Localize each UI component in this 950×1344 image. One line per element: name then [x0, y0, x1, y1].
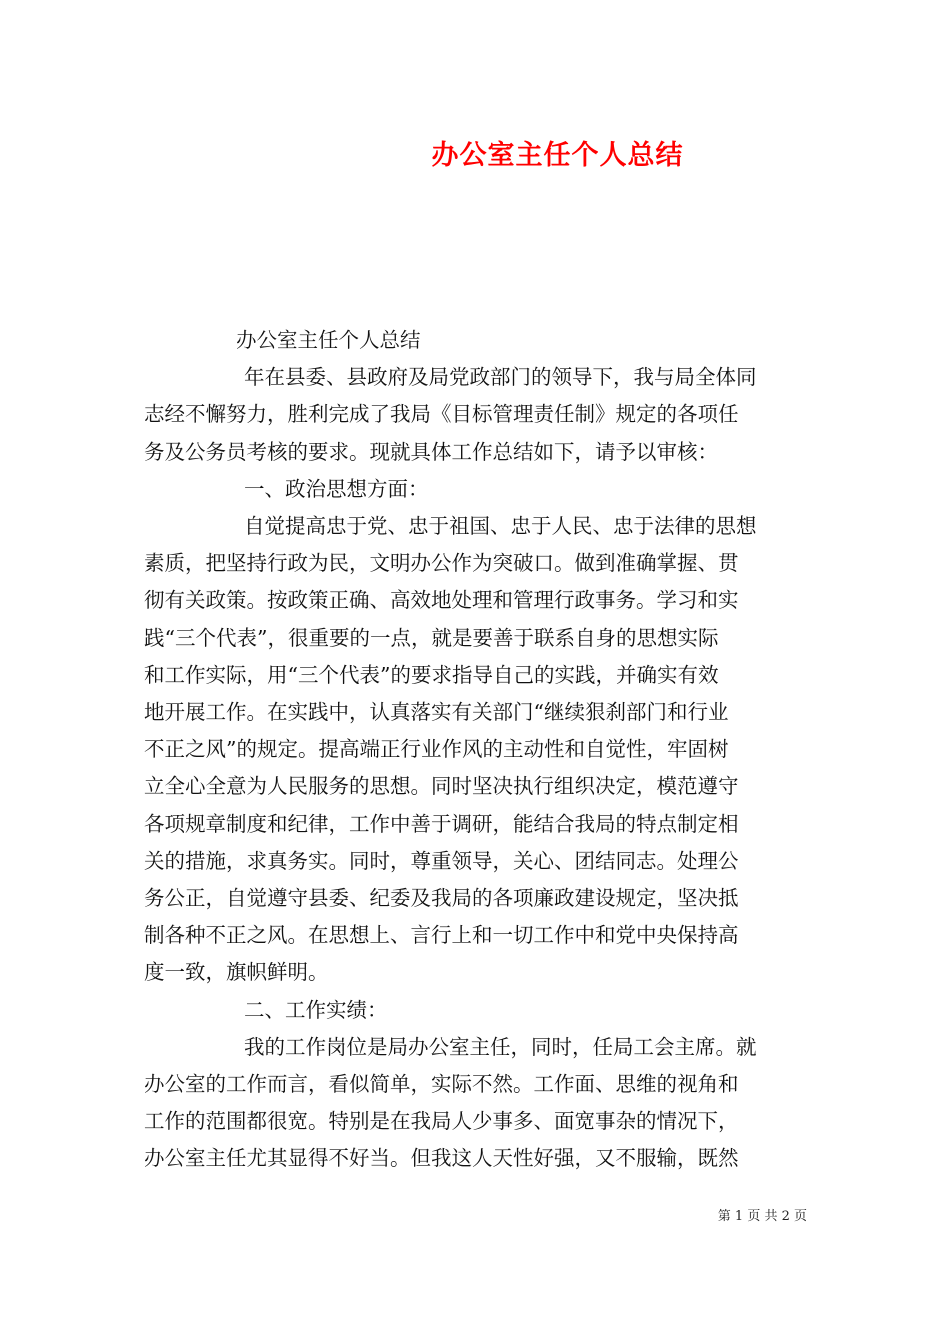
paragraph-line: 践“三个代表”，很重要的一点，就是要善于联系自身的思想实际 — [144, 625, 719, 650]
paragraph-line: 办公室主任尤其显得不好当。但我这人天性好强，又不服输，既然 — [144, 1146, 739, 1171]
body-heading: 办公室主任个人总结 — [236, 328, 421, 352]
section-heading-achievements: 二、工作实绩： — [244, 997, 388, 1022]
paragraph-line: 我的工作岗位是局办公室主任，同时，任局工会主席。就 — [244, 1034, 757, 1059]
paragraph-line: 素质，把坚持行政为民，文明办公作为突破口。做到准确掌握、贯 — [144, 551, 739, 576]
paragraph-line: 和工作实际，用“三个代表”的要求指导自己的实践，并确实有效 — [144, 662, 719, 687]
paragraph-line: 自觉提高忠于党、忠于祖国、忠于人民、忠于法律的思想 — [244, 514, 757, 539]
page-title: 办公室主任个人总结 — [431, 140, 684, 171]
paragraph-line: 不正之风”的规定。提高端正行业作风的主动性和自觉性，牢固树 — [144, 737, 729, 762]
paragraph-line: 年在县委、县政府及局党政部门的领导下，我与局全体同 — [244, 365, 757, 390]
paragraph-line: 关的措施，求真务实。同时，尊重领导，关心、团结同志。处理公 — [144, 848, 739, 873]
section-heading-politics: 一、政治思想方面： — [244, 476, 429, 501]
paragraph-line: 工作的范围都很宽。特别是在我局人少事多、面宽事杂的情况下， — [144, 1109, 739, 1134]
paragraph-line: 彻有关政策。按政策正确、高效地处理和管理行政事务。学习和实 — [144, 588, 739, 613]
page-number-footer: 第 1 页 共 2 页 — [717, 1209, 807, 1224]
paragraph-line: 务公正，自觉遵守县委、纪委及我局的各项廉政建设规定，坚决抵 — [144, 886, 739, 911]
paragraph-line: 各项规章制度和纪律，工作中善于调研，能结合我局的特点制定相 — [144, 811, 739, 836]
paragraph-line: 志经不懈努力，胜利完成了我局《目标管理责任制》规定的各项任 — [144, 402, 739, 427]
paragraph-line: 立全心全意为人民服务的思想。同时坚决执行组织决定，模范遵守 — [144, 774, 739, 799]
paragraph-line: 地开展工作。在实践中，认真落实有关部门“继续狠刹部门和行业 — [144, 700, 729, 725]
document-body — [144, 322, 810, 1178]
paragraph-line: 办公室的工作而言，看似简单，实际不然。工作面、思维的视角和 — [144, 1072, 739, 1097]
paragraph-line: 务及公务员考核的要求。现就具体工作总结如下，请予以审核： — [144, 439, 718, 464]
paragraph-line: 度一致，旗帜鲜明。 — [144, 960, 329, 985]
paragraph-line: 制各种不正之风。在思想上、言行上和一切工作中和党中央保持高 — [144, 923, 739, 948]
